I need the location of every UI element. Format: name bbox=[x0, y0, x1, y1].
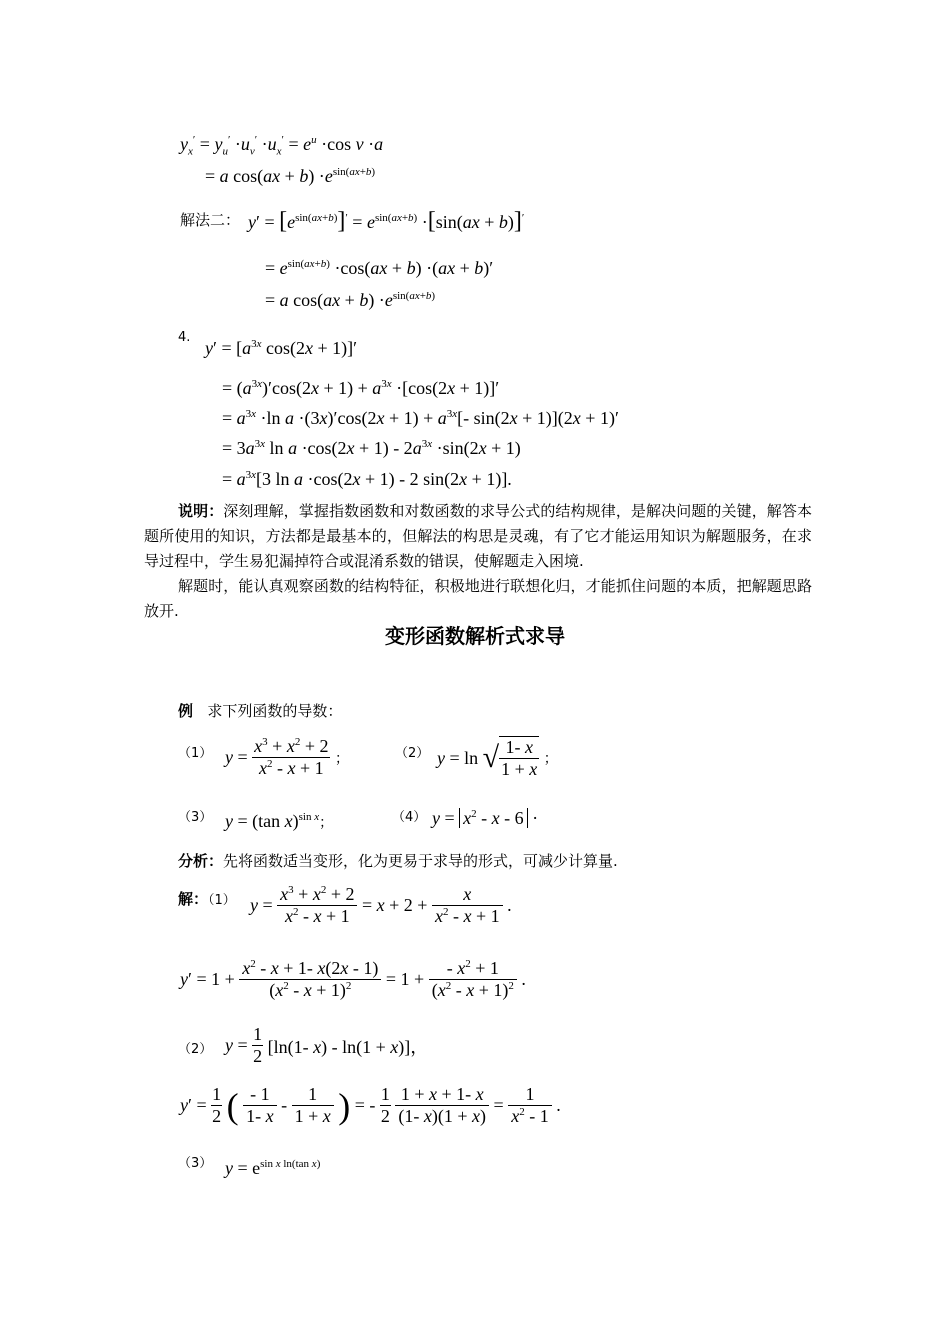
solution-label: 解： bbox=[178, 890, 209, 908]
problem4-line4: = $3a^{3x}$ $\ln a \cdot\cos(2x + 1) - 2a^{3x} \cdot\sin(2x + 1)$ bbox=[222, 438, 521, 458]
example-prompt: 求下列函数的导数： bbox=[207, 702, 343, 720]
note-text: 深刻理解，掌握指数函数和对数函数的求导公式的结构规律，是解决问题的关键，解答本题所使用的知识，方法都是最基本的，但解法的构思是灵魂，有了它才能运用知识为解题服务，在求导过程中，学生易犯漏掉符合或混淆系数的错误，使解题走入困境. bbox=[144, 502, 812, 570]
solution-s2-number: （2） bbox=[178, 1042, 213, 1057]
problem4-line5: = $a^{3x}[3$ ln a ·cos(2x + 1) - 2 sin(2x + 1)]. bbox=[222, 469, 512, 489]
problem4-line1: $y' = [a^{3x}$ cos(2x + 1)]′ bbox=[205, 338, 358, 358]
analysis-line bbox=[178, 850, 618, 871]
example-item1-expr: y = $\frac{x^3 + x^2 + 2}{x^2 - x + 1}$ ； bbox=[225, 736, 349, 778]
problem4-line3: = $a^{3x} \cdot\ln$ $a \cdot(3x)'\cos(2x + 1) + a^{3x}[-$ sin(2x + 1)](2x + 1)′ bbox=[222, 408, 619, 428]
solution-heading bbox=[178, 888, 236, 909]
note-label: 说明： bbox=[178, 502, 224, 520]
analysis-text: 先将函数适当变形，化为更易于求导的形式，可减少计算量. bbox=[223, 852, 618, 870]
method2-line3: = a $\cos(ax + b) \cdot e^{sin(ax+b)}$ bbox=[265, 290, 436, 310]
solution-s1-derivative: y′ = 1 + $\frac{x^2 - x + 1- x(2x - 1)}{(x^2 - x + 1)^2}$ = 1 + $\frac{- x^2 + 1}{(x^2 - x + 1)^2}$ . bbox=[180, 958, 526, 1000]
problem4-line2: = $(a^{3x})'\cos(2x + 1) + a^{3x} \cdot[\cos(2x + 1)]'$ bbox=[222, 378, 500, 398]
section-title: 变形函数解析式求导 bbox=[385, 624, 565, 648]
note-paragraph bbox=[144, 499, 812, 574]
problem4-number: 4. bbox=[178, 330, 191, 345]
solution-s2-eq: y = $\frac{1}{2}$ [ln(1- x) - ln(1 + x)]， bbox=[225, 1024, 429, 1066]
solution-s2-derivative: y′ = $\frac{1}{2}$ ( $\frac{- 1}{1- x}$ - $\frac{1}{1 + x}$ ) = - $\frac{1}{2}$ $\frac{1 + x + 1- x}{(1- x)(1 + x)}$ = $\frac{1}{x^2 - 1}$ . bbox=[180, 1084, 561, 1126]
note2-paragraph bbox=[144, 574, 812, 624]
example-line bbox=[178, 700, 342, 721]
chain-rule-line: $y_x' = y_u' \cdot u_v' \cdot u_x' = e^u \cdot\cos$ v ·a bbox=[180, 134, 384, 158]
example-item2-number: （2） bbox=[395, 746, 430, 761]
solution-s3-eq: $y = e^{sin x ln(tan x)}$ bbox=[225, 1158, 321, 1178]
solution-s1-eq: y = $\frac{x^3 + x^2 + 2}{x^2 - x + 1}$ = x + 2 + $\frac{x}{x^2 - x + 1}$ . bbox=[250, 884, 512, 926]
solution-s1-number: （1） bbox=[208, 893, 236, 908]
method2-line2: = $e^{sin(ax+b)} \cdot\cos(ax + b) \cdot(ax + b)'$ bbox=[265, 258, 494, 278]
method2-label: 解法二： bbox=[180, 211, 241, 229]
example-item4-expr: $y = x^2 - x - 6$ · bbox=[432, 808, 539, 828]
note2-text: 解题时，能认真观察函数的结构特征，积极地进行联想化归，才能抓住问题的本质，把解题思路放开. bbox=[144, 577, 812, 620]
example-item1-number: （1） bbox=[178, 746, 213, 761]
method2-line1: $y' = [e^{sin(ax+b)}]' = e^{sin(ax+b)} \cdot[\sin(ax + b)]'$ bbox=[248, 208, 525, 234]
example-item2-expr: y = ln √ $\frac{1- x}{1 + x}$ ； bbox=[437, 737, 558, 779]
example-label: 例 bbox=[178, 702, 194, 720]
chain-rule-result: = a $\cos(ax + b) \cdot e^{sin(ax+b)}$ bbox=[205, 166, 376, 186]
analysis-label: 分析： bbox=[178, 852, 224, 870]
example-item4-number: （4） bbox=[392, 810, 427, 825]
solution-s3-number: （3） bbox=[178, 1156, 213, 1171]
example-item3-expr: y = (tan x)$^{sin x}$； bbox=[225, 811, 334, 831]
example-item3-number: （3） bbox=[178, 810, 213, 825]
